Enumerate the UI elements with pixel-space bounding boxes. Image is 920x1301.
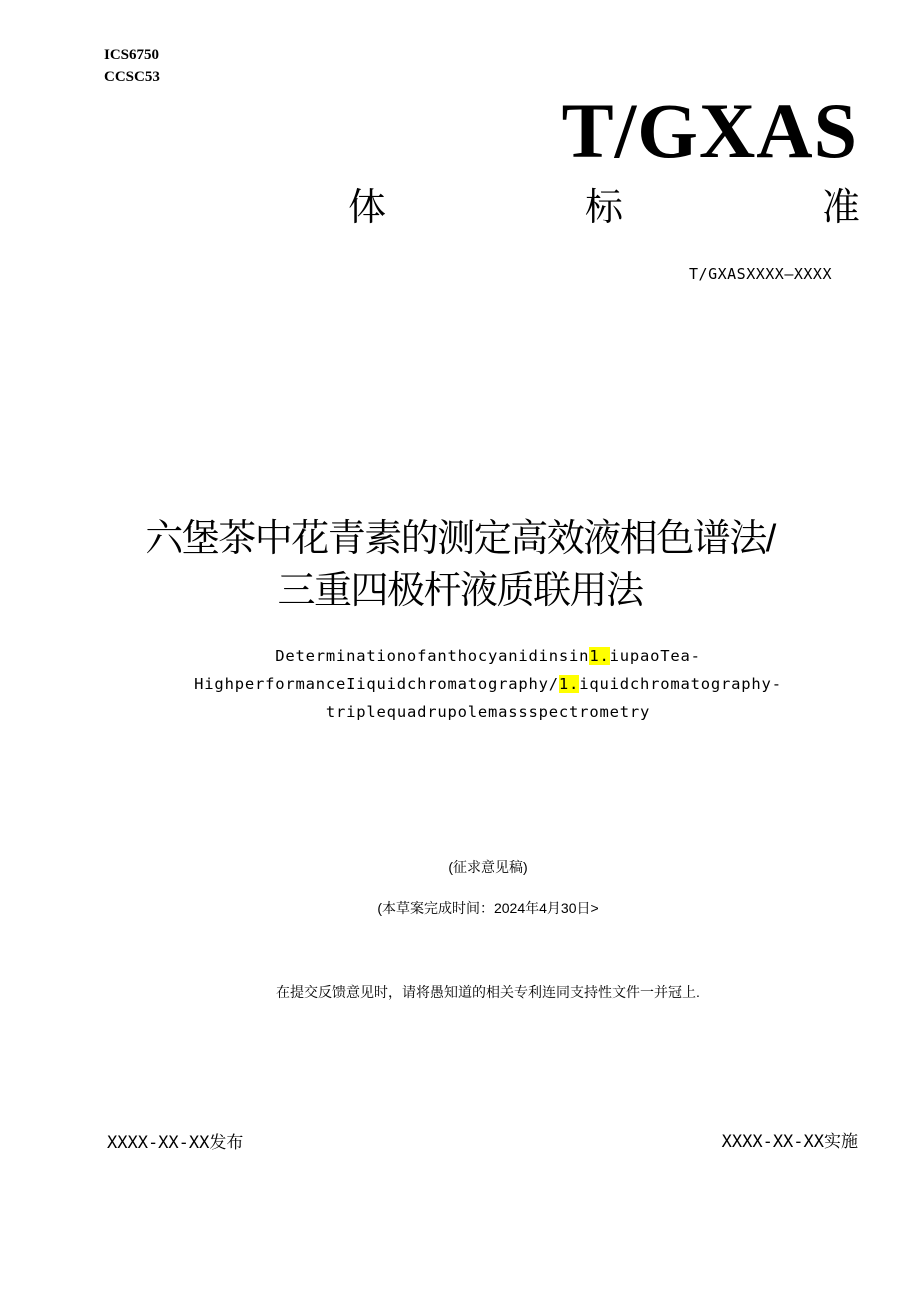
implement-date: XXXX-XX-XX实施 — [721, 1132, 858, 1152]
highlight-mark: 1. — [589, 647, 610, 665]
patent-notice: 在提交反馈意见时，请将愚知道的相关专利连同支持性文件一并冠上. — [276, 984, 700, 1000]
title-en-line-3: triplequadrupolemassspectrometry — [325, 703, 651, 721]
ics-code: ICS6750 — [104, 47, 160, 63]
title-en-line-1-a: Determinationofanthocyanidinsin — [275, 647, 590, 665]
title-en-line-2-a: HighperformanceIiquidchromatography/ — [194, 675, 559, 693]
completion-date: (本草案完成时间：2024年4月30日> — [377, 900, 599, 916]
ccs-code: CCSC53 — [104, 69, 160, 85]
publish-date: XXXX-XX-XX发布 — [107, 1133, 244, 1153]
standard-code: T/GXAS — [561, 87, 858, 174]
draft-label: (征求意见稿) — [448, 859, 528, 875]
title-en-line-2 — [0, 670, 920, 698]
standard-number: T/GXASXXXX—XXXX — [689, 265, 832, 283]
classification-codes — [104, 44, 160, 88]
title-en-line-1 — [0, 642, 920, 670]
standard-type-char-2: 标 — [584, 187, 623, 229]
title-en-line-2-b: iquidchromatography- — [579, 675, 782, 693]
standard-type-char-1: 体 — [348, 187, 387, 229]
title-en-line-1-b: iupaoTea- — [609, 647, 701, 665]
standard-type-char-3: 准 — [821, 187, 860, 229]
title-cn-line-2: 三重四极杆液质联用法 — [277, 570, 643, 612]
title-cn-line-1: 六堡茶中花青素的测定高效液相色谱法/ — [145, 518, 775, 560]
highlight-mark: 1. — [558, 675, 580, 693]
standard-type — [348, 186, 860, 230]
